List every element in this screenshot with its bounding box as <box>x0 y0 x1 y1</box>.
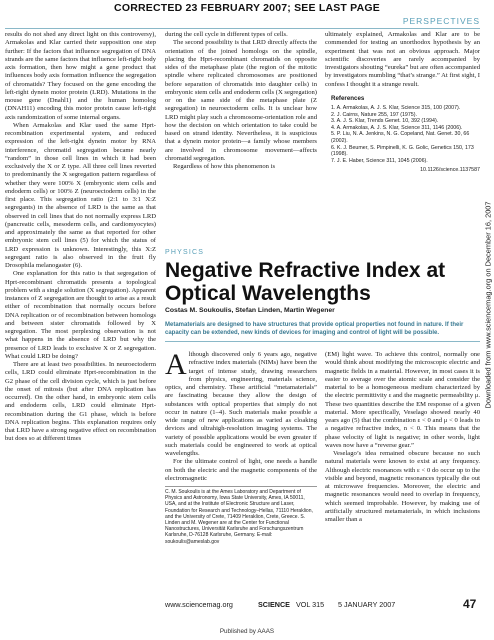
paragraph: Regardless of how this phenomenon is <box>173 163 276 170</box>
paragraph: Veselago’s idea remained obscure because no such natural materials were known to exist at any frequency. Although electric resonances with ε < 0 do occur up to the visible and beyond, magnetic resonances typically die out at microwave frequencies. Moreover, the electric and magnetic resonances would need to overlap in frequency, which seemed improbable. However, by making use of artificially structured metamaterials, in which inclusions smaller than a <box>325 450 480 523</box>
paragraph-text: lthough discovered only 6 years ago, negative refractive index materials (NIMs) have been the target of intense study, drawing researchers from physics, engineering, materials science, optics, and chemistry. These artificial “metamaterials” are fascinating because they allow the design of substances with optical properties that simply do not occur in nature (1–4). Such materials make possible a wide range of new applications as varied as cloaking devices and ultrahigh-resolution imaging systems. The variety of possible applications would be even greater if such materials could be engineered to work at optical wavelengths. <box>165 351 317 457</box>
reference-item: 7. J. E. Haber, Science 311, 1045 (2006). <box>331 157 428 164</box>
reference-item: 6. K. J. Beumer, S. Pimpinelli, K. G. Golic, Genetics 150, 173 (1998). <box>331 144 474 158</box>
publisher-note: Published by AAAS <box>219 628 275 635</box>
reference-item: 3. A. J. S. Klar, Trends Genet. 10, 392 (1994). <box>331 118 439 125</box>
page-footer <box>0 599 494 613</box>
reference-item: 5. P. Liu, N. A. Jenkins, N. G. Copeland, Nat. Genet. 30, 66 (2002). <box>331 131 470 144</box>
column-4 <box>165 351 317 561</box>
paragraph: There are at least two possibilities. In neuroectoderm cells, LRD could eliminate Hprt-recombination in the G2 phase of the cell division cycle, which is just before the onset of mitosis (but after DNA replication has occurred). On the other hand, in embryonic stem cells and endoderm cells, LRD could eliminate Hprt-recombination during the G1 phase, which is before DNA replication begins. This explanation requires only that LRD have a strong negative effect on recombination but does so at different times <box>5 361 156 443</box>
column-5 <box>325 351 480 573</box>
reference-item: 2. J. Cairns, Nature 255, 197 (1975). <box>331 111 417 118</box>
footer-url[interactable]: www.sciencemag.org <box>165 600 233 609</box>
correction-banner: CORRECTED 23 FEBRUARY 2007; SEE LAST PAGE <box>114 2 380 14</box>
page-number: 47 <box>463 597 477 611</box>
paragraph <box>165 351 317 458</box>
footer-journal: SCIENCE <box>258 600 290 609</box>
column-1 <box>5 31 156 573</box>
article-section-label: PHYSICS <box>165 249 205 256</box>
paragraph: ultimately explained, Armakolas and Klar are to be commended for testing an unorthodox hypothesis by an experiment that was not an obvious approach. Major scientific discoveries are rarely accompanied by investigators shouting “eureka” but are often accompanied by investigators mumbling “that’s strange.” At first sight, I confess I thought it a strange result. <box>325 31 480 88</box>
reference-list <box>325 105 480 164</box>
author-affiliation: C. M. Soukoulis is at the Ames Laboratory and Department of Physics and Astronomy, Iowa State University, Ames, IA 50011, USA, and at the Institute of Electronic Structure and Laser, Foundation for Research and Technology–Hellas, 71110 Heraklion, and the University of Crete, 71409 Heraklion, Crete, Greece. S. Linden and M. Wegener are at the Center for Functional Nanostructures, Universität Karlsruhe and Forschungszentrum Karlsruhe, D-76128 Karlsruhe, Germany. E-mail: soukoulis@ameslab.gov <box>165 486 317 545</box>
footer-date: 5 JANUARY 2007 <box>338 600 396 609</box>
section-header: PERSPECTIVES <box>402 16 480 26</box>
paragraph: (EM) light wave. To achieve this control, normally one would think about modifying the microscopic electric and magnetic fields in a material. However, in most cases it is easier to average over the atomic scale and consider the material to be a homogeneous medium characterized by the electric permittivity ε and the magnetic permeability μ. These two quantities describe the EM response of a given material. More specifically, Veselago showed nearly 40 years ago (5) that the combination ε < 0 and μ < 0 leads to a negative refractive index, n < 0. This means that the phase velocity of light is negative; in other words, light waves now have a “reverse gear.” <box>325 351 480 449</box>
article-abstract: Metamaterials are designed to have structures that provide optical properties not found in nature. If their capacity can be extended, new kinds of devices for imaging and control of light will be possible. <box>165 322 464 336</box>
paragraph: during the cell cycle in different types of cells. <box>165 31 288 38</box>
article-title: Negative Refractive Index at Optical Wavelengths <box>165 259 446 305</box>
references-title: References <box>331 94 365 102</box>
doi: 10.1126/science.1137587 <box>420 167 480 174</box>
paragraph: The second possibility is that LRD directly affects the orientation of the joined homologs on the spindle, placing the Hprt-recombinant chromatids on opposite sides of the metaphase plate (the region of the mitotic spindle where replicated chromosomes are positioned before separation of chromatids into daughter cells) in embryonic stem cells and endoderm cells (X segregation) or on the same side of the metaphase plate (Z segregation) in neuroectoderm cells. It is unclear how LRD might play such a chromosome-orientation role and how the decision on which orientation to take could be based on strand identity. Nevertheless, it is suspicious that a dynein motor protein—a family whose members are involved in chromosome movement—affects chromatid segregation. <box>165 39 317 162</box>
reference-item: 4. A. Armakolas, A. J. S. Klar, Science 311, 1146 (2006). <box>331 124 463 131</box>
paragraph: For the ultimate control of light, one needs a handle on both the electric and the magnetic components of the electromagnetic <box>165 458 317 482</box>
download-note-text: Downloaded from www.sciencemag.org on December 16, 2007 <box>483 201 493 409</box>
column-2 <box>165 31 317 241</box>
column-3 <box>325 31 480 241</box>
article-authors: Costas M. Soukoulis, Stefan Linden, Martin Wegener <box>165 307 335 314</box>
download-note <box>483 140 493 470</box>
header-rule <box>5 28 480 29</box>
paragraph: When Armakolas and Klar used the same Hprt-recombination experimental system, and reduced expression of the left-right dynein motor by RNA interference, chromatid segregation became nearly “random” in those cell lines in which it had been exclusively the X or Z type. All three cell lines reverted to predominantly the X segregation pattern regardless of whether they were 100% X (embryonic stem cells and endoderm cells) or 100% Z (neuroectoderm cells) in the first place. This segregation ratio (2:1 to 3:1 X:Z segregants) in the absence of LRD is the same as that observed in cell lines that do not normally express LRD (pancreatic cells, mesoderm cells, and cardiomyocytes) and approximately the same as that reported for other embryonic stem cell lines (5) for which the status of LRD expression is unknown. Interestingly, this X:Z segregant ratio is also observed in the fruit fly Drosophila melanogaster (6). <box>5 121 156 269</box>
reference-item: 1. A. Armakolas, A. J. S. Klar, Science 315, 100 (2007). <box>331 105 461 111</box>
drop-cap: A <box>165 351 187 381</box>
paragraph: One explanation for this ratio is that segregation of Hprt-recombinant chromatids presents a topological problem with a single solution (X segregation). Apparent instances of Z segregation are thought to arise as a result either of recombination that normally occurs before DNA replication or of recombination between homologs and between sister chromatids followed by X segregation. The most perplexing observation is not what happens in the absence of LRD but why the presence of LRD leads to exclusive X or Z segregation. What could LRD be doing? <box>5 270 156 360</box>
paragraph: results do not shed any direct light on this controversy), Armakolas and Klar carried their supposition one step further: If the factors that influence segregation of DNA strands are the same factors that influence left-right body axis formation, then how might a gene product that influences body axis formation influence the segregation of chromatids? They focused on the gene encoding the left-right dynein motor protein (LRD). Mutations in the mouse gene (Dnahl1) and the human homolog (DNAH11) encoding this motor protein cause left-right axis randomization of some internal organs. <box>5 31 156 121</box>
abstract-rule <box>165 341 480 342</box>
footer-volume: VOL 315 <box>296 600 325 609</box>
